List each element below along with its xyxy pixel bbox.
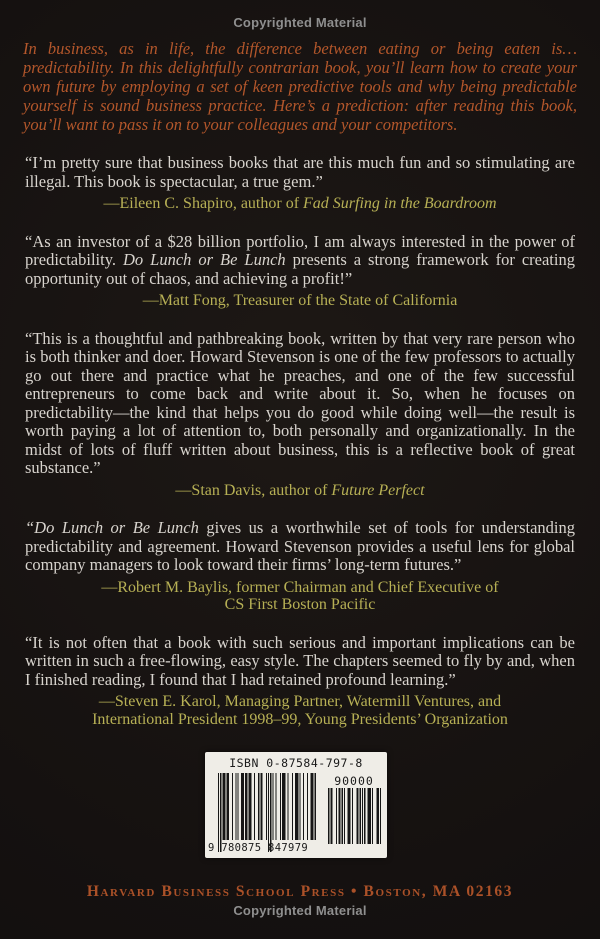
quote-text-segment: “It is not often that a book with such serious and important implications can be written in such a free-flowing, easy style. The chapters seemed to fly by and, when I finished reading, I found that I had retained profound learning.” (25, 632, 575, 689)
book-title-italic: Future Perfect (331, 481, 425, 499)
quote-text-segment: —Robert M. Baylis, former Chairman and Chief Executive of (101, 578, 499, 596)
copyright-notice-top: Copyrighted Material (233, 15, 367, 30)
quote-attribution-line (45, 292, 555, 310)
copyright-notice-bottom: Copyrighted Material (233, 903, 367, 918)
quote-attribution-line (45, 579, 555, 597)
quote-block (0, 330, 600, 500)
quote-text (25, 233, 575, 289)
quote-attribution (45, 693, 555, 728)
book-title-italic: Do Lunch or Be Lunch (123, 250, 286, 269)
intro-blurb: In business, as in life, the difference between eating or being eaten is…predictability. In this delightfully contrarian book, you’ll learn how to create your own future by employing a set of keen predictive tools and why being predictable yourself is sound business practice. Here’s a prediction: after reading this book, you’ll want to pass it on to your colleagues and your competitors. (23, 39, 577, 134)
publisher-line: Harvard Business School Press • Boston, MA 02163 (86, 883, 514, 900)
quote-attribution (45, 292, 555, 310)
isbn-barcode-label (205, 752, 387, 858)
quote-text-segment: “I’m pretty sure that business books that are this much fun and so stimulating are illegal. This book is spectacular, a true gem.” (25, 153, 575, 191)
quote-block (0, 519, 600, 614)
quote-text-segment: gives us a worthwhile set of tools for understanding predictability and agreement. Howard Stevenson provides a useful lens for global company managers to look toward their firms’ long-term futures.” (25, 518, 576, 574)
quote-attribution (45, 482, 555, 500)
quote-text-segment: “This is a thoughtful and pathbreaking book, written by that very rare person who is both thinker and doer. Howard Stevenson is one of the few professors to actually go out there and practice what he preaches, and one of the few successful entrepreneurs to come back and write about it. So, when he focuses on predictability—the kind that helps you do good while doing well—the result is worth paying a lot of attention to, both personally and organizationally. In the midst of lots of fluff written about business, this is a reflective book of great substance.” (25, 328, 575, 477)
quote-text (25, 519, 575, 575)
quote-block (0, 634, 600, 729)
quote-text (25, 634, 575, 690)
ean5-supplement-barcode-icon (327, 788, 381, 844)
quote-attribution (45, 195, 555, 213)
quote-text-segment: —Matt Fong, Treasurer of the State of California (142, 292, 458, 309)
quote-attribution-line (45, 482, 555, 500)
book-title-italic: “Do Lunch or Be Lunch (25, 518, 199, 537)
quote-text-segment: presents a strong framework for creating opportunity out of chaos, and achieving a profit!” (25, 250, 575, 288)
quote-text-segment: CS First Boston Pacific (224, 596, 376, 613)
quote-text (25, 330, 575, 478)
book-title-italic: Fad Surfing in the Boardroom (303, 195, 497, 212)
barcode-supplement-number: 90000 (334, 774, 374, 788)
quote-attribution-line (45, 693, 555, 711)
quote-block (0, 233, 600, 310)
quote-attribution-line (45, 711, 555, 729)
quote-attribution (45, 579, 555, 614)
quote-text-segment: —Steven E. Karol, Managing Partner, Watermill Ventures, and (98, 693, 502, 710)
quote-text-segment: —Stan Davis, author of (175, 481, 332, 499)
quote-block (0, 154, 600, 213)
quote-text (25, 154, 575, 191)
ean13-barcode-icon (218, 773, 318, 852)
quote-text-segment: International President 1998–99, Young Presidents’ Organization (92, 710, 508, 728)
quote-text-segment: —Eileen C. Shapiro, author of (103, 195, 304, 212)
quote-attribution-line (45, 596, 555, 614)
ean13-digits: 9 780875 847979 (208, 842, 309, 854)
quote-attribution-line (45, 195, 555, 213)
quote-text-segment: “As an investor of a $28 billion portfolio, I am always interested in the power of predictability. (25, 231, 575, 269)
isbn-number: ISBN 0-87584-797-8 (229, 756, 363, 770)
quotes-list (0, 154, 600, 728)
